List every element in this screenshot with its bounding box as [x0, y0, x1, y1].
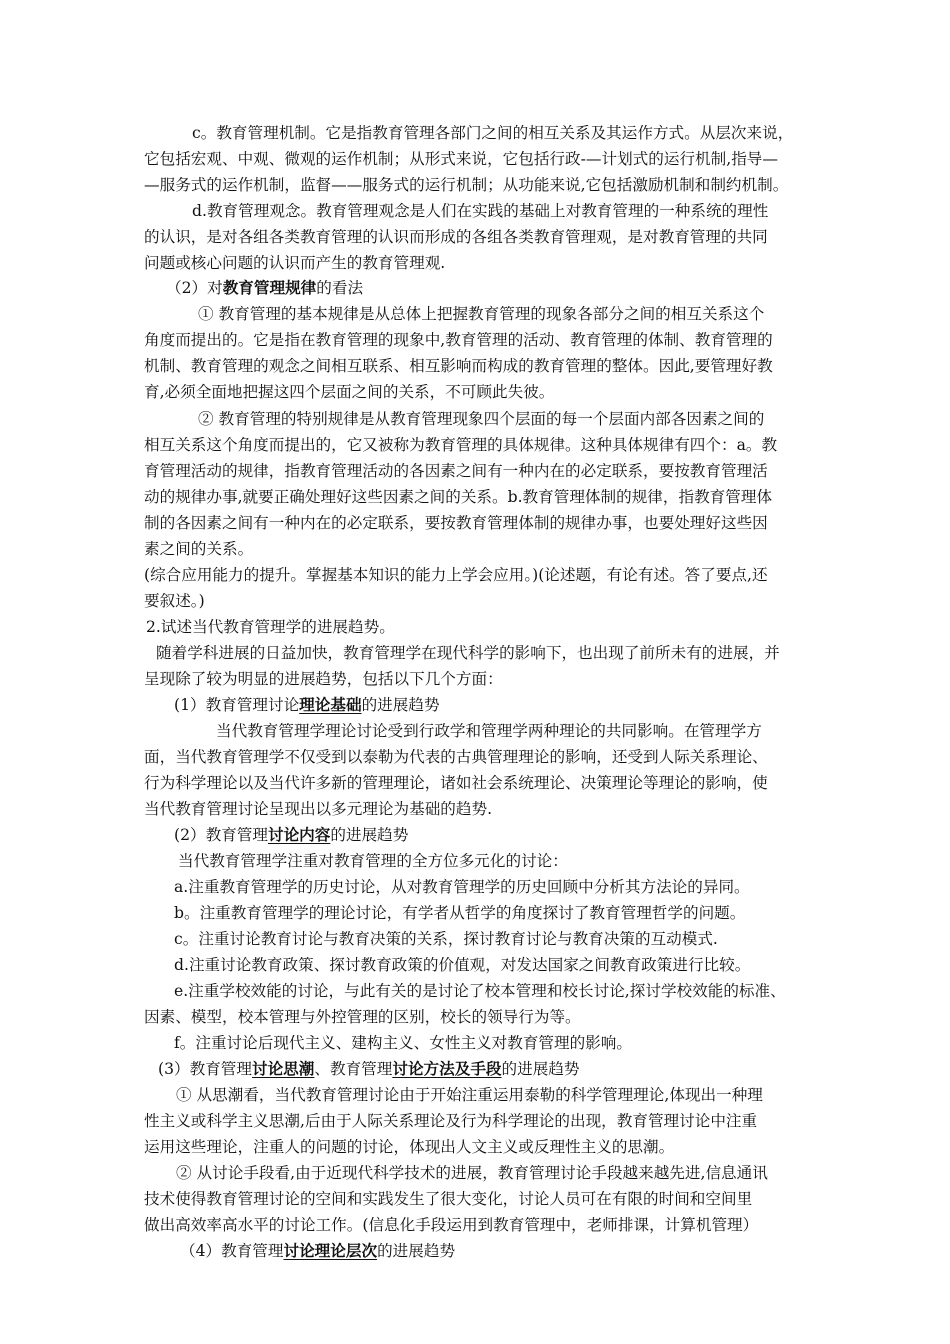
section-heading	[166, 275, 363, 301]
paragraph-line: 的认识，是对各组各类教育管理的认识而形成的各组各类教育管理观，是对教育管理的共同	[144, 228, 768, 246]
heading-prefix: (3）教育管理	[158, 1060, 252, 1078]
section-heading	[180, 1238, 455, 1264]
paragraph-line: 当代教育管理学注重对教育管理的全方位多元化的讨论：	[178, 852, 568, 870]
paragraph-line: 问题或核心问题的认识而产生的教育管理观.	[144, 254, 446, 272]
paragraph-line: 它包括宏观、中观、微观的运作机制；从形式来说，它包括行政-—计划式的运行机制,指导—	[144, 150, 778, 168]
paragraph-line: ① 教育管理的基本规律是从总体上把握教育管理的现象各部分之间的相互关系这个	[198, 305, 765, 323]
heading-keyword: 讨论内容	[267, 825, 331, 844]
heading-suffix: 的进展趋势	[330, 826, 409, 844]
heading-keyword: 理论基础	[299, 695, 362, 714]
paragraph-line: (综合应用能力的提升。掌握基本知识的能力上学会应用。)(论述题，有论有述。答了要点,还	[144, 566, 768, 584]
heading-prefix: （4）教育管理	[180, 1242, 284, 1260]
list-item: e.注重学校效能的讨论，与此有关的是讨论了校本管理和校长讨论,探讨学校效能的标准、	[174, 982, 786, 1000]
list-item: d.注重讨论教育政策、探讨教育政策的价值观，对发达国家之间教育政策进行比较。	[174, 956, 751, 974]
paragraph-line: 机制、教育管理的观念之间相互联系、相互影响而构成的教育管理的整体。因此,要管理好教	[144, 357, 773, 375]
list-item: b。注重教育管理学的理论讨论，有学者从哲学的角度探讨了教育管理哲学的问题。	[174, 904, 746, 922]
paragraph-line: 性主义或科学主义思潮,后由于人际关系理论及行为科学理论的出现，教育管理讨论中注重	[144, 1112, 758, 1130]
question-title: 2.试述当代教育管理学的进展趋势。	[146, 618, 395, 636]
paragraph-line: 素之间的关系。	[144, 540, 254, 558]
heading-prefix: (1）教育管理讨论	[174, 696, 300, 714]
heading-suffix: 的进展趋势	[361, 696, 440, 714]
paragraph-line: 育,必须全面地把握这四个层面之间的关系，不可顾此失彼。	[144, 383, 555, 401]
paragraph-line: 当代教育管理学理论讨论受到行政学和管理学两种理论的共同影响。在管理学方	[216, 722, 762, 740]
heading-keyword: 教育管理规律	[222, 278, 317, 297]
paragraph-line: 技术使得教育管理讨论的空间和实践发生了很大变化，讨论人员可在有限的时间和空间里	[144, 1190, 753, 1208]
paragraph-line: 因素、模型，校本管理与外控管理的区别，校长的领导行为等。	[144, 1008, 581, 1026]
paragraph-line: 育管理活动的规律，指教育管理活动的各因素之间有一种内在的必定联系，要按教育管理活	[144, 462, 768, 480]
heading-prefix: （2）对	[166, 279, 223, 297]
paragraph-line: 呈现除了较为明显的进展趋势，包括以下几个方面：	[144, 670, 503, 688]
list-item: f。注重讨论后现代主义、建构主义、女性主义对教育管理的影响。	[174, 1034, 632, 1052]
heading-suffix: 的进展趋势	[377, 1242, 456, 1260]
paragraph-line: 行为科学理论以及当代许多新的管理理论，诸如社会系统理论、决策理论等理论的影响，使	[144, 774, 768, 792]
paragraph-line: ② 教育管理的特别规律是从教育管理现象四个层面的每一个层面内部各因素之间的	[198, 410, 765, 428]
paragraph-line: 随着学科进展的日益加快，教育管理学在现代科学的影响下，也出现了前所未有的进展，并	[156, 644, 780, 662]
section-heading	[174, 822, 408, 848]
paragraph-line: 当代教育管理讨论呈现出以多元理论为基础的趋势.	[144, 800, 493, 818]
list-item: a.注重教育管理学的历史讨论，从对教育管理学的历史回顾中分析其方法论的异同。	[174, 878, 750, 896]
heading-keyword: 讨论理论层次	[283, 1241, 378, 1260]
paragraph-line: ① 从思潮看，当代教育管理讨论由于开始注重运用泰勒的科学管理理论,体现出一种理	[176, 1086, 763, 1104]
paragraph-line: 相互关系这个角度而提出的，它又被称为教育管理的具体规律。这种具体规律有四个：a。教	[144, 436, 778, 454]
paragraph-line: ② 从讨论手段看,由于近现代科学技术的进展，教育管理讨论手段越来越先进,信息通讯	[176, 1164, 768, 1182]
heading-suffix: 的进展趋势	[501, 1060, 580, 1078]
paragraph-line: c。教育管理机制。它是指教育管理各部门之间的相互关系及其运作方式。从层次来说，	[192, 124, 794, 142]
list-item: c。注重讨论教育讨论与教育决策的关系，探讨教育讨论与教育决策的互动模式.	[174, 930, 718, 948]
heading-prefix: (2）教育管理	[174, 826, 268, 844]
paragraph-line: 运用这些理论，注重人的问题的讨论，体现出人文主义或反理性主义的思潮。	[144, 1138, 675, 1156]
heading-keyword: 讨论方法及手段	[392, 1059, 502, 1078]
section-heading	[174, 692, 440, 718]
heading-suffix: 的看法	[316, 279, 364, 297]
paragraph-line: d.教育管理观念。教育管理观念是人们在实践的基础上对教育管理的一种系统的理性	[192, 202, 769, 220]
paragraph-line: 要叙述。)	[144, 592, 205, 610]
section-heading	[158, 1056, 580, 1082]
paragraph-line: —服务式的运作机制，监督——服务式的运行机制；从功能来说,它包括激励机制和制约机制。	[144, 176, 789, 194]
paragraph-line: 做出高效率高水平的讨论工作。(信息化手段运用到教育管理中，老师排课，计算机管理）	[144, 1216, 759, 1234]
heading-keyword: 讨论思潮	[251, 1059, 315, 1078]
paragraph-line: 面，当代教育管理学不仅受到以泰勒为代表的古典管理理论的影响，还受到人际关系理论、	[144, 748, 768, 766]
paragraph-line: 动的规律办事,就要正确处理好这些因素之间的关系。b.教育管理体制的规律，指教育管理体	[144, 488, 773, 506]
heading-middle: 、教育管理	[314, 1060, 393, 1078]
paragraph-line: 角度而提出的。它是指在教育管理的现象中,教育管理的活动、教育管理的体制、教育管理的	[144, 331, 773, 349]
paragraph-line: 制的各因素之间有一种内在的必定联系，要按教育管理体制的规律办事，也要处理好这些因	[144, 514, 768, 532]
